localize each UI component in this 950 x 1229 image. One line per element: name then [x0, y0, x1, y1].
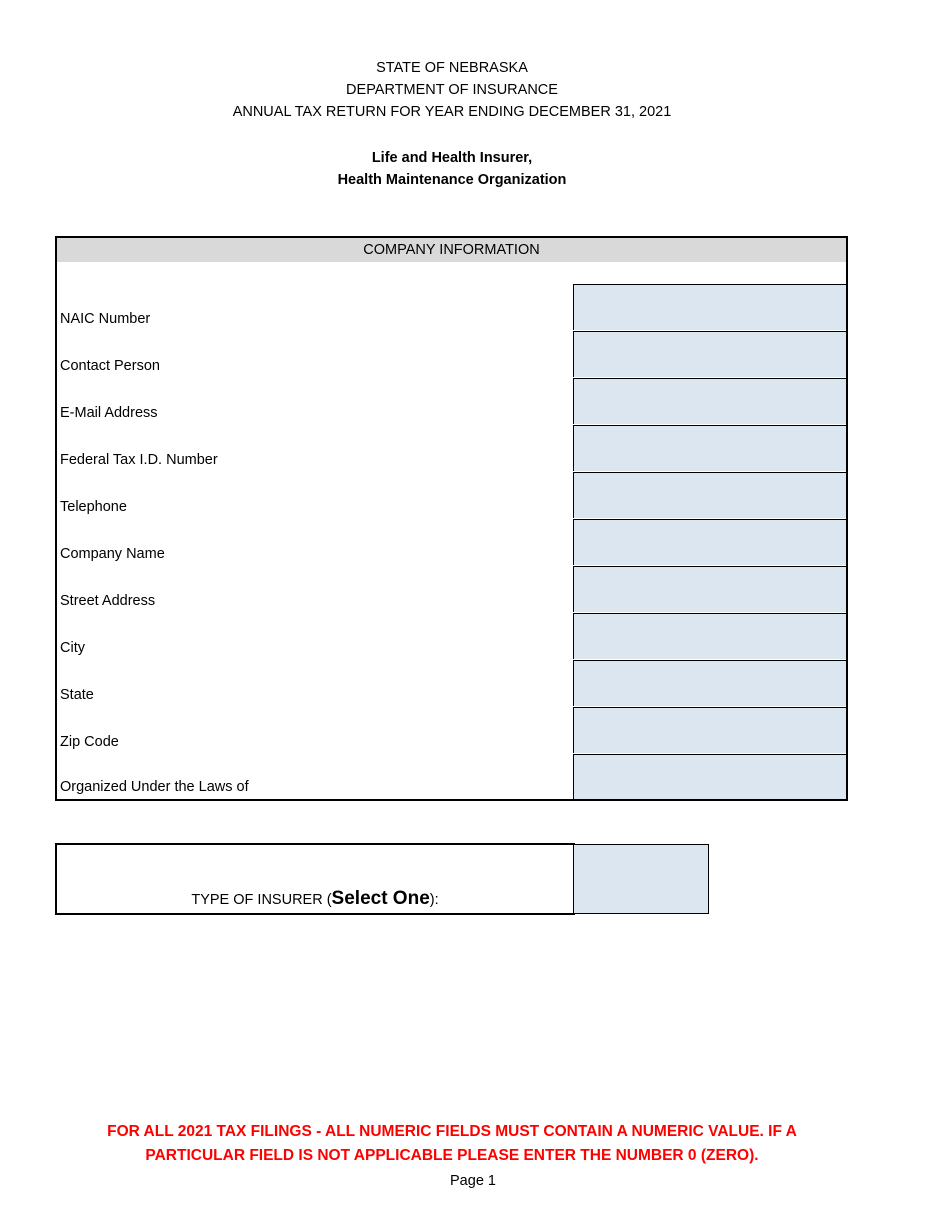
company-information-header: COMPANY INFORMATION — [57, 238, 846, 262]
email-address-field[interactable] — [573, 378, 846, 424]
insurer-type-select[interactable] — [573, 844, 709, 914]
zip-code-label: Zip Code — [60, 734, 119, 750]
street-address-field[interactable] — [573, 566, 846, 612]
zip-code-field[interactable] — [573, 707, 846, 753]
state-title: STATE OF NEBRASKA — [376, 60, 528, 76]
street-address-label: Street Address — [60, 593, 156, 609]
insurer-type-label — [57, 889, 573, 910]
insurer-type-label-prefix: TYPE OF INSURER ( — [191, 892, 332, 908]
city-label: City — [60, 640, 85, 656]
telephone-label: Telephone — [60, 499, 127, 515]
naic-number-field[interactable] — [573, 284, 846, 330]
numeric-fields-notice-line2: PARTICULAR FIELD IS NOT APPLICABLE PLEASE ENTER THE NUMBER 0 (ZERO). — [145, 1147, 759, 1164]
company-information-section — [55, 236, 848, 801]
email-address-label: E-Mail Address — [60, 405, 158, 421]
federal-tax-id-label: Federal Tax I.D. Number — [60, 452, 218, 468]
naic-number-label: NAIC Number — [60, 311, 151, 327]
numeric-fields-notice-line1: FOR ALL 2021 TAX FILINGS - ALL NUMERIC FIELDS MUST CONTAIN A NUMERIC VALUE. IF A — [107, 1123, 797, 1140]
page-number: Page 1 — [450, 1173, 496, 1189]
company-name-field[interactable] — [573, 519, 846, 565]
department-title: DEPARTMENT OF INSURANCE — [346, 82, 558, 98]
insurer-type-label-suffix: ): — [429, 892, 439, 908]
city-field[interactable] — [573, 613, 846, 659]
federal-tax-id-field[interactable] — [573, 425, 846, 471]
company-name-label: Company Name — [60, 546, 165, 562]
contact-person-field[interactable] — [573, 331, 846, 377]
organized-under-laws-field[interactable] — [573, 754, 846, 799]
insurer-category-line1: Life and Health Insurer, — [371, 150, 533, 166]
insurer-type-section — [55, 843, 575, 915]
telephone-field[interactable] — [573, 472, 846, 518]
state-field[interactable] — [573, 660, 846, 706]
organized-under-laws-label: Organized Under the Laws of — [60, 779, 249, 795]
state-label: State — [60, 687, 94, 703]
insurer-category-line2: Health Maintenance Organization — [337, 172, 567, 188]
return-title: ANNUAL TAX RETURN FOR YEAR ENDING DECEMBER 31, 2021 — [232, 104, 672, 120]
contact-person-label: Contact Person — [60, 358, 160, 374]
insurer-type-label-emphasis: Select One — [331, 888, 430, 909]
